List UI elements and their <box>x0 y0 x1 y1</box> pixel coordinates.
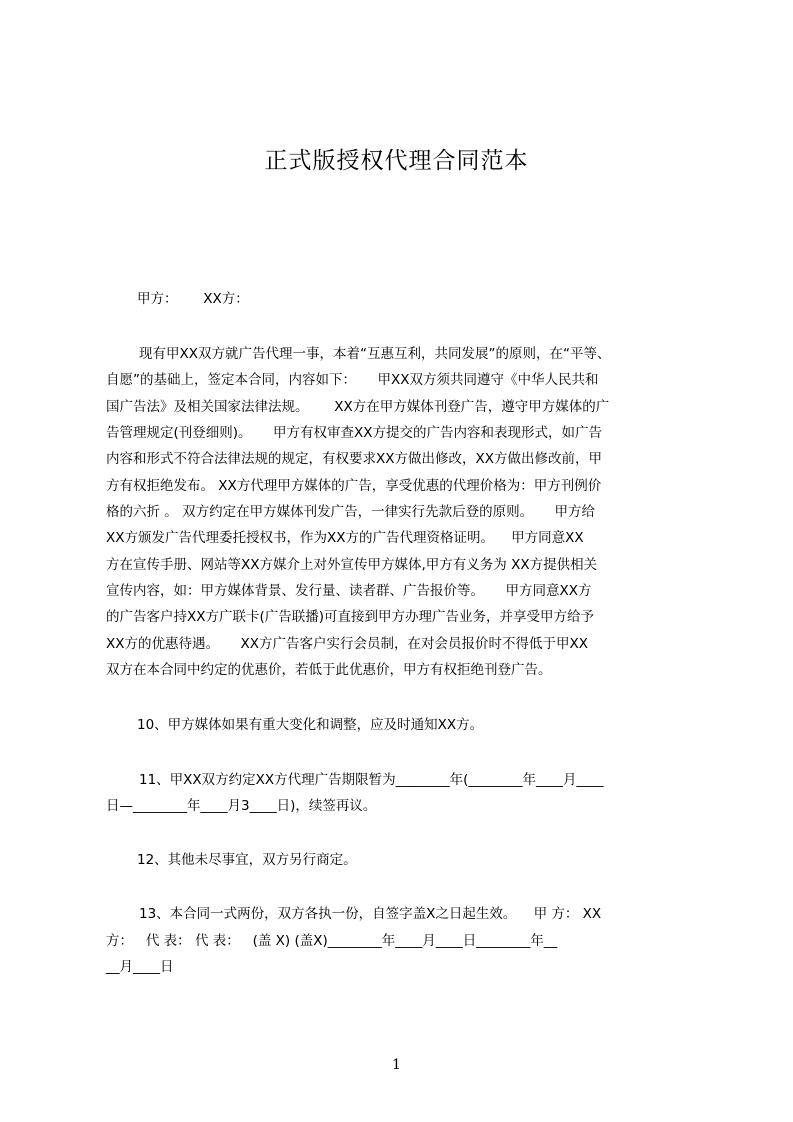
clause-10: 10、甲方媒体如果有重大变化和调整，应及时通知XX方。 <box>137 717 484 733</box>
body-line: 国广告法》及相关国家法律法规。 XX方在甲方媒体刊登广告，遵守甲方媒体的广 <box>106 399 610 415</box>
body-line: XX方的优惠待遇。 XX方广告客户实行会员制，在对会员报价时不得低于甲XX <box>106 636 588 652</box>
body-line: 双方在本合同中约定的优惠价，若低于此优惠价，甲方有权拒绝刊登广告。 <box>106 662 552 678</box>
signature-date-line: __月____日 <box>106 959 174 975</box>
body-line: 现有甲XX双方就广告代理一事，本着“互惠互利，共同发展”的原则，在“平等、 <box>139 346 611 362</box>
body-line: 方有权拒绝发布。 XX方代理甲方媒体的广告，享受优惠的代理价格为：甲方刊例价 <box>106 478 602 494</box>
body-line: 内容和形式不符合法律法规的规定，有权要求XX方做出修改，XX方做出修改前，甲 <box>106 451 602 467</box>
clause-12: 12、其他未尽事宜，双方另行商定。 <box>137 852 357 868</box>
signature-line: 方： 代 表： 代 表： (盖 X) (盖X)________年____月____日________年__ <box>106 933 558 949</box>
body-line: 告管理规定(刊登细则)。 甲方有权审查XX方提交的广告内容和表现形式，如广告 <box>106 425 602 441</box>
party-line: 甲方： XX方： <box>137 291 249 307</box>
body-line: 方在宣传手册、网站等XX方媒介上对外宣传甲方媒体,甲方有义务为 XX方提供相关 <box>106 557 598 573</box>
body-line: 自愿”的基础上，签定本合同，内容如下： 甲XX双方须共同遵守《中华人民共和 <box>106 372 599 388</box>
body-line: XX方颁发广告代理委托授权书，作为XX方的广告代理资格证明。 甲方同意XX <box>106 530 584 546</box>
document-title: 正式版授权代理合同范本 <box>264 148 529 174</box>
clause-11-continued: 日—________年____月3____日)，续签再议。 <box>106 798 377 814</box>
body-line: 的广告客户持XX方广联卡(广告联播)可直接到甲方办理广告业务，并享受甲方给予 <box>106 609 595 625</box>
clause-11: 11、甲XX双方约定XX方代理广告期限暂为________年(________年____月____ <box>139 772 604 788</box>
body-line: 格的六折 。 双方约定在甲方媒体刊发广告，一律实行先款后登的原则。 甲方给 <box>106 504 596 520</box>
body-line: 宣传内容，如：甲方媒体背景、发行量、读者群、广告报价等。 甲方同意XX方 <box>106 583 592 599</box>
page-number: 1 <box>392 1057 401 1073</box>
clause-13: 13、本合同一式两份，双方各执一份，自签字盖X之日起生效。 甲 方： XX <box>139 906 602 922</box>
